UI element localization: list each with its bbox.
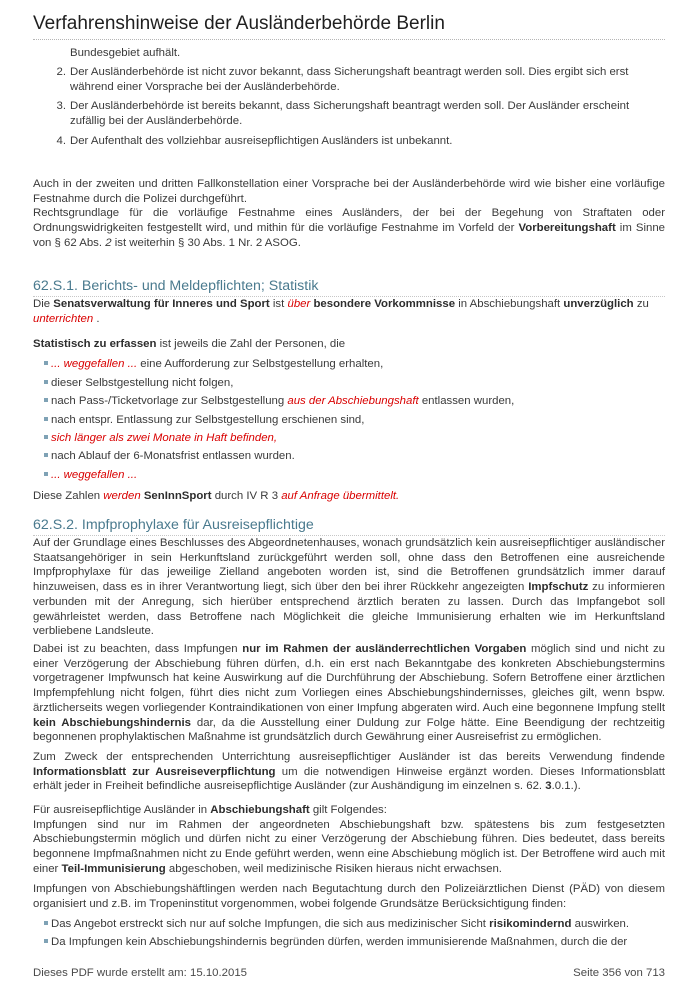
page-number: Seite 356 von 713 [573,967,665,979]
list-item: 3. Der Ausländerbehörde ist bereits bekannt, dass Sicherungshaft beantragt werden soll. Der Ausländer erscheint zufällig bei der Ausländerbehörde. [56,100,630,127]
paragraph: Auf der Grundlage eines Beschlusses des Abgeordnetenhauses, wonach grundsätzlich kein ausreisepflichtiger ausländischer Staatsangehöriger in sein Herkunftsland zurückgeführt werden soll, ohne dass den Betroffenen eine ausreichende Impfprophylaxe für das jeweilige Zielland angeboten worden ist, sind die Betroffenen grundsätzlich immer darauf hinzuweisen, dass es in ihrer Verantwortung liegt, sich über den bei ihrer Rückkehr angezeigten Impfschutz zu informieren verbunden mit der Anregung, sich hierüber entsprechend ärztlich beraten zu lassen. Durch das Impfangebot soll gewährleistet werden, dass Betroffene nach Möglichkeit die gleiche Immunisierung erhalten wie im Herkunftsland verbliebene Landsleute. [33,537,666,638]
list-item: nach Ablauf der 6-Monatsfrist entlassen wurden. [44,449,665,464]
bullet-icon [44,435,48,439]
bullet-icon [44,398,48,402]
bullet-icon [44,417,48,421]
list-item: ... weggefallen ... eine Aufforderung zur Selbstgestellung erhalten, [44,357,665,372]
paragraph: Statistisch zu erfassen ist jeweils die Zahl der Personen, die [33,338,346,350]
paragraph: Impfungen von Abschiebungshäftlingen werden nach Begutachtung durch den Polizeiärztlichen Dienst (PÄD) von diesem organisiert und z.B. im Tropeninstitut vorgenommen, wobei folgende Grundsätze Berücksichtigung finden: [33,883,665,910]
bullet-icon [44,361,48,365]
page-title: Verfahrenshinweise der Ausländerbehörde Berlin [33,12,665,40]
bullet-icon [44,472,48,476]
list-item: 2. Der Ausländerbehörde ist nicht zuvor bekannt, dass Sicherungshaft beantragt werden soll. Dies ergibt sich erst während einer Vorsprache bei der Ausländerbehörde. [56,66,629,93]
paragraph: Zum Zweck der entsprechenden Unterrichtung ausreisepflichtiger Ausländer ist das bereits Verwendung findende Informationsblatt zur Ausreiseverpflichtung um die notwendigen Hinweise ergänzt worden. Dieses Informationsblatt erhält jeder in Freiheit befindliche ausreisepflichtige Ausländer (zur Aushändigung im einzelnen s. 62. 3.0.1.). [33,751,666,793]
list-item: 4. Der Aufenthalt des vollziehbar ausreisepflichtigen Ausländers ist unbekannt. [56,135,453,147]
list-item: sich länger als zwei Monate in Haft befinden, [44,431,665,446]
list-item: nach Pass-/Ticketvorlage zur Selbstgestellung aus der Abschiebungshaft entlassen wurden, [44,394,665,409]
list-item: dieser Selbstgestellung nicht folgen, [44,376,665,391]
section-heading: 62.S.1. Berichts- und Meldepflichten; Statistik [33,278,665,297]
paragraph: Dabei ist zu beachten, dass Impfungen nur im Rahmen der ausländerrechtlichen Vorgaben möglich sind und nicht zu einer Verzögerung der Abschiebung führen dürfen, d.h. ein erst nach Bekanntgabe des konkreten Abschiebungstermins vorgetragener Impfwunsch hat keine Auswirkung auf die Durchführung der Abschiebung. Sofern Betroffene einer ärztlichen Impfempfehlung nicht folgen, führt dies nicht zum Vorliegen eines Abschiebungshindernisses, gleiches gilt, wenn bspw. ärztlicherseits wegen vorliegender Kontraindikationen von einer Impfung abgeraten wird. Auch eine begonnene Impfung stellt kein Abschiebungshindernis dar, da die Ausstellung einer Duldung zur Folge hätte. Eine Beendigung der rechtzeitig begonnenen prophylaktischen Maßnahme ist grundsätzlich durch Gewährung einer Ausreisefrist zu ermöglichen. [33,643,666,744]
paragraph: Auch in der zweiten und dritten Fallkonstellation einer Vorsprache bei der Ausländerbehörde wird wie bisher eine vorläufige Festnahme durch die Polizei durchgeführt. Rechtsgrundlage für die vorläufige Festnahme eines Ausländers, der bei der Begehung von Straftaten oder Ordnungswidrigkeiten festgestellt wird, und mithin für die vorläufige Festnahme im Vorfeld der Vorbereitungshaft im Sinne von § 62 Abs. 2 ist weiterhin § 30 Abs. 1 Nr. 2 ASOG. [33,178,665,249]
paragraph: Diese Zahlen werden SenInnSport durch IV R 3 auf Anfrage übermittelt. [33,490,400,502]
footer-date: Dieses PDF wurde erstellt am: 15.10.2015 [33,967,247,979]
list-item: Bundesgebiet aufhält. [70,47,181,59]
bullet-icon [44,921,48,925]
bullet-icon [44,380,48,384]
list-item: ... weggefallen ... [44,468,665,483]
section-heading: 62.S.2. Impfprophylaxe für Ausreisepflichtige [33,517,665,536]
bullet-icon [44,939,48,943]
list-item: Da Impfungen kein Abschiebungshindernis begründen dürfen, werden immunisierende Maßnahmen, durch die der [44,935,665,950]
list-item: Das Angebot erstreckt sich nur auf solche Impfungen, die sich aus medizinischer Sicht risikomindernd auswirken. [44,917,665,932]
paragraph: Für ausreisepflichtige Ausländer in Abschiebungshaft gilt Folgendes: Impfungen sind nur im Rahmen der angeordneten Abschiebungshaft bzw. spätestens bis zum festgesetzten Abschiebungstermin möglich und dürfen nicht zu einer Verzögerung der Abschiebung führen. Dies bedeutet, dass bereits begonnene Impfmaßnahmen nicht zu Ende geführt werden, wenn eine Abschiebung möglich ist. Der Betroffene wird auch mit einer Teil-Immunisierung abgeschoben, weil medizinische Risiken hieraus nicht erwachsen. [33,804,665,875]
list-item: nach entspr. Entlassung zur Selbstgestellung erschienen sind, [44,413,665,428]
paragraph: Die Senatsverwaltung für Inneres und Sport ist über besondere Vorkommnisse in Abschiebungshaft unverzüglich zu unterrichten . [33,298,649,325]
bullet-icon [44,453,48,457]
